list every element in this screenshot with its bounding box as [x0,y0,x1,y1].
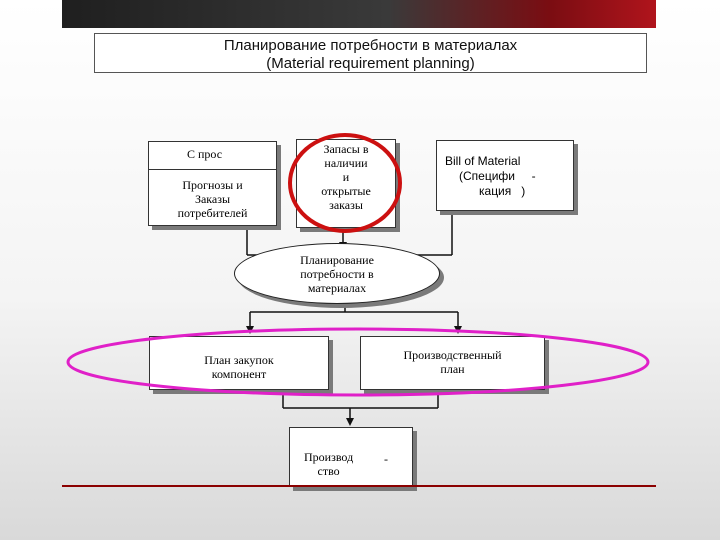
forecast-orders-label: Прогнозы и Заказы потребителей [177,178,248,220]
demand-label: С прос [187,147,223,161]
production-dash: - [384,452,388,466]
plans-highlight-ellipse [68,329,648,395]
bom-line-3: кация ) [479,184,526,198]
production-plan-label: Производственный план [403,348,502,376]
production-label: Производ ство [304,450,354,478]
bom-line-2: (Специфи - [459,169,536,183]
bottom-rule [62,485,656,487]
inventory-label: Запасы в наличии и открытые заказы [321,142,371,212]
purchase-plan-label: План закупок компонент [204,353,274,381]
inventory-highlight-circle [290,135,400,231]
mrp-label: Планирование потребности в материалах [300,252,374,295]
title-line-2: (Material requirement planning) [266,55,475,72]
title-line-1: Планирование потребности в материалах [223,37,518,54]
bom-line-1: Bill of Material [445,154,521,168]
